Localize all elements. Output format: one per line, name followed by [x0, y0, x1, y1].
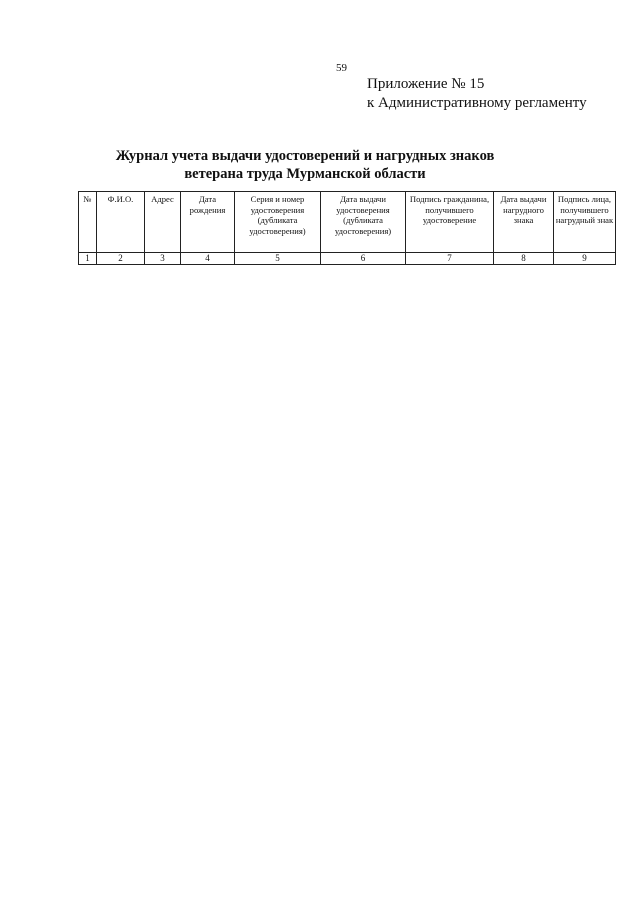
- appendix-line-2: к Административному регламенту: [367, 95, 587, 111]
- header-cell-full-name: Ф.И.О.: [97, 192, 145, 253]
- document-title-line-1: Журнал учета выдачи удостоверений и нагрудных знаков: [115, 148, 495, 164]
- document-title: [0, 147, 610, 183]
- journal-table: [78, 191, 616, 265]
- column-number-cell: 7: [406, 253, 494, 265]
- column-number-cell: 5: [235, 253, 321, 265]
- column-number-cell: 3: [145, 253, 181, 265]
- header-cell-badge-issue-date: Дата выдачи нагрудного знака: [494, 192, 554, 253]
- column-number-cell: 4: [181, 253, 235, 265]
- column-number-cell: 2: [97, 253, 145, 265]
- appendix-line-1: Приложение № 15: [367, 76, 485, 92]
- column-number-cell: 9: [554, 253, 616, 265]
- header-cell-certificate-series: Серия и номер удостоверения (дубликата удостоверения): [235, 192, 321, 253]
- header-cell-number: №: [79, 192, 97, 253]
- header-cell-birth-date: Дата рождения: [181, 192, 235, 253]
- header-cell-badge-signature: Подпись лица, получившего нагрудный знак: [554, 192, 616, 253]
- document-title-line-2: ветерана труда Мурманской области: [184, 166, 426, 182]
- table-header-row: [79, 192, 616, 253]
- column-number-cell: 6: [321, 253, 406, 265]
- header-cell-address: Адрес: [145, 192, 181, 253]
- page-number: 59: [336, 62, 347, 74]
- header-cell-certificate-issue-date: Дата выдачи удостоверения (дубликата удостоверения): [321, 192, 406, 253]
- column-number-cell: 1: [79, 253, 97, 265]
- appendix-note: [367, 75, 587, 113]
- header-cell-citizen-signature: Подпись гражданина, получившего удостоверение: [406, 192, 494, 253]
- column-number-row: [79, 253, 616, 265]
- column-number-cell: 8: [494, 253, 554, 265]
